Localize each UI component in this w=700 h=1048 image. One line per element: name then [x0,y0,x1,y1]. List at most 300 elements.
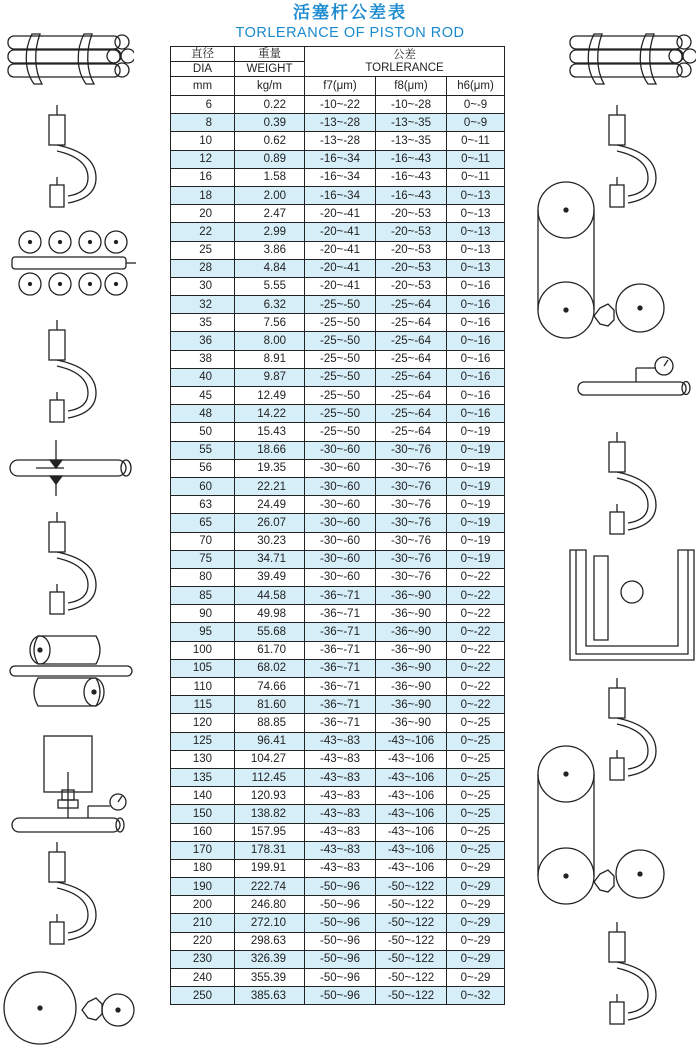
table-row [171,441,505,459]
f7-cell: -43~-83 [305,823,376,841]
f8-cell: -36~-90 [376,605,447,623]
dia-cell: 32 [171,296,235,314]
dia-cell: 140 [171,787,235,805]
f7-cell: -30~-60 [305,441,376,459]
bend-gauge-icon-left-3 [40,510,100,620]
f7-cell: -30~-60 [305,532,376,550]
table-row [171,568,505,586]
page-title-en: TORLERANCE OF PISTON ROD [235,25,465,41]
weight-cell: 3.86 [235,241,305,259]
h6-cell: 0~-13 [447,241,505,259]
f8-cell: -25~-64 [376,314,447,332]
table-row [171,368,505,386]
f7-cell: -20~-41 [305,259,376,277]
f7-cell: -30~-60 [305,550,376,568]
weight-cell: 74.66 [235,678,305,696]
weight-cell: 298.63 [235,932,305,950]
f7-cell: -30~-60 [305,514,376,532]
dia-cell: 220 [171,932,235,950]
table-row [171,750,505,768]
f8-cell: -16~-43 [376,150,447,168]
f8-cell: -43~-106 [376,787,447,805]
f7-cell: -43~-83 [305,750,376,768]
table-row [171,587,505,605]
bend-gauge-icon-left-1 [40,103,100,213]
dia-cell: 135 [171,768,235,786]
f8-cell: -16~-43 [376,168,447,186]
f8-cell: -50~-122 [376,878,447,896]
h6-cell: 0~-25 [447,768,505,786]
h6-cell: 0~-16 [447,332,505,350]
h6-cell: 0~-13 [447,259,505,277]
weight-cell: 326.39 [235,950,305,968]
table-row [171,277,505,295]
dia-cell: 50 [171,423,235,441]
f8-cell: -43~-106 [376,805,447,823]
table-row [171,623,505,641]
weight-cell: 55.68 [235,623,305,641]
f8-cell: -20~-53 [376,241,447,259]
header-tol-en: TORLERANCE [365,61,444,74]
weight-cell: 39.49 [235,568,305,586]
dia-cell: 55 [171,441,235,459]
header-dia-cn: 直径 [171,47,235,62]
f8-cell: -36~-90 [376,714,447,732]
table-row [171,387,505,405]
h6-cell: 0~-25 [447,750,505,768]
f8-cell: -43~-106 [376,841,447,859]
dia-cell: 70 [171,532,235,550]
f8-cell: -13~-35 [376,114,447,132]
f7-cell: -50~-96 [305,914,376,932]
weight-cell: 2.99 [235,223,305,241]
f7-cell: -13~-28 [305,114,376,132]
h6-cell: 0~-19 [447,441,505,459]
dia-cell: 48 [171,405,235,423]
h6-cell: 0~-16 [447,387,505,405]
table-row [171,205,505,223]
f7-cell: -43~-83 [305,787,376,805]
h6-cell: 0~-22 [447,641,505,659]
dia-cell: 22 [171,223,235,241]
h6-cell: 0~-29 [447,896,505,914]
dia-cell: 105 [171,659,235,677]
f8-cell: -43~-106 [376,823,447,841]
table-row [171,641,505,659]
dia-cell: 190 [171,878,235,896]
f8-cell: -50~-122 [376,896,447,914]
dia-cell: 240 [171,969,235,987]
table-row [171,296,505,314]
table-row [171,878,505,896]
weight-cell: 49.98 [235,605,305,623]
weight-cell: 385.63 [235,987,305,1005]
dia-cell: 63 [171,496,235,514]
dia-cell: 85 [171,587,235,605]
h6-cell: 0~-16 [447,368,505,386]
f8-cell: -43~-106 [376,768,447,786]
dia-cell: 210 [171,914,235,932]
weight-cell: 112.45 [235,768,305,786]
weight-cell: 157.95 [235,823,305,841]
f8-cell: -30~-76 [376,477,447,495]
bend-gauge-icon-left-4 [40,840,100,950]
dia-cell: 36 [171,332,235,350]
header-weight-unit: kg/m [235,77,305,96]
dia-cell: 10 [171,132,235,150]
weight-cell: 22.21 [235,477,305,495]
bend-gauge-icon-left-2 [40,318,100,428]
dia-cell: 30 [171,277,235,295]
f7-cell: -20~-41 [305,205,376,223]
cutting-tool-icon-left [6,438,136,498]
table-row [171,332,505,350]
table-row [171,659,505,677]
f7-cell: -50~-96 [305,969,376,987]
weight-cell: 246.80 [235,896,305,914]
table-row [171,477,505,495]
f8-cell: -50~-122 [376,932,447,950]
table-row [171,350,505,368]
f8-cell: -36~-90 [376,659,447,677]
f7-cell: -36~-71 [305,696,376,714]
table-row [171,768,505,786]
f7-cell: -43~-83 [305,805,376,823]
f8-cell: -36~-90 [376,641,447,659]
table-row [171,150,505,168]
f7-cell: -50~-96 [305,950,376,968]
dia-cell: 28 [171,259,235,277]
f8-cell: -50~-122 [376,950,447,968]
f7-cell: -30~-60 [305,459,376,477]
table-row [171,714,505,732]
f8-cell: -50~-122 [376,914,447,932]
table-row [171,223,505,241]
table-row [171,241,505,259]
h6-cell: 0~-22 [447,678,505,696]
table-row [171,859,505,877]
header-h6: h6(μm) [447,77,505,96]
weight-cell: 88.85 [235,714,305,732]
h6-cell: 0~-22 [447,568,505,586]
dia-cell: 16 [171,168,235,186]
header-row-1 [171,47,505,62]
table-row [171,96,505,114]
f7-cell: -30~-60 [305,496,376,514]
f8-cell: -25~-64 [376,350,447,368]
h6-cell: 0~-25 [447,823,505,841]
f7-cell: -16~-34 [305,150,376,168]
h6-cell: 0~-19 [447,550,505,568]
h6-cell: 0~-19 [447,477,505,495]
h6-cell: 0~-19 [447,459,505,477]
header-tol-cn: 公差 [393,48,417,61]
dial-gauge-inspection-icon-left [8,732,138,840]
h6-cell: 0~-16 [447,405,505,423]
table-row [171,987,505,1005]
h6-cell: 0~-9 [447,114,505,132]
weight-cell: 12.49 [235,387,305,405]
f8-cell: -30~-76 [376,514,447,532]
f7-cell: -25~-50 [305,368,376,386]
h6-cell: 0~-25 [447,732,505,750]
h6-cell: 0~-29 [447,969,505,987]
header-weight-en: WEIGHT [235,62,305,77]
tolerance-table-wrap [170,46,504,1005]
f7-cell: -50~-96 [305,932,376,950]
weight-cell: 5.55 [235,277,305,295]
f8-cell: -36~-90 [376,678,447,696]
dia-cell: 120 [171,714,235,732]
weight-cell: 68.02 [235,659,305,677]
f8-cell: -30~-76 [376,496,447,514]
f7-cell: -36~-71 [305,641,376,659]
f7-cell: -25~-50 [305,350,376,368]
dia-cell: 8 [171,114,235,132]
f8-cell: -13~-35 [376,132,447,150]
h6-cell: 0~-13 [447,223,505,241]
weight-cell: 34.71 [235,550,305,568]
tolerance-table-body [171,96,505,1005]
dia-cell: 200 [171,896,235,914]
header-weight-cn: 重量 [235,47,305,62]
h6-cell: 0~-19 [447,423,505,441]
h6-cell: 0~-19 [447,514,505,532]
f8-cell: -25~-64 [376,296,447,314]
weight-cell: 0.39 [235,114,305,132]
weight-cell: 8.00 [235,332,305,350]
dia-cell: 40 [171,368,235,386]
table-row [171,969,505,987]
weight-cell: 24.49 [235,496,305,514]
weight-cell: 19.35 [235,459,305,477]
table-row [171,186,505,204]
weight-cell: 0.22 [235,96,305,114]
weight-cell: 8.91 [235,350,305,368]
dia-cell: 65 [171,514,235,532]
dia-cell: 12 [171,150,235,168]
weight-cell: 222.74 [235,878,305,896]
f7-cell: -36~-71 [305,678,376,696]
f7-cell: -25~-50 [305,314,376,332]
h6-cell: 0~-13 [447,186,505,204]
h6-cell: 0~-9 [447,96,505,114]
f8-cell: -50~-122 [376,969,447,987]
f8-cell: -30~-76 [376,441,447,459]
rod-bundle-illustration-left [4,30,134,88]
header-f7: f7(μm) [305,77,376,96]
weight-cell: 81.60 [235,696,305,714]
f7-cell: -43~-83 [305,859,376,877]
weight-cell: 104.27 [235,750,305,768]
h6-cell: 0~-25 [447,787,505,805]
h6-cell: 0~-16 [447,296,505,314]
f8-cell: -43~-106 [376,859,447,877]
tolerance-table [170,46,505,1005]
f7-cell: -30~-60 [305,568,376,586]
weight-cell: 2.00 [235,186,305,204]
table-row [171,787,505,805]
dia-cell: 95 [171,623,235,641]
weight-cell: 0.62 [235,132,305,150]
table-row [171,550,505,568]
dia-cell: 110 [171,678,235,696]
weight-cell: 7.56 [235,314,305,332]
f7-cell: -36~-71 [305,587,376,605]
table-row [171,314,505,332]
f8-cell: -25~-64 [376,387,447,405]
weight-cell: 61.70 [235,641,305,659]
h6-cell: 0~-29 [447,878,505,896]
dia-cell: 35 [171,314,235,332]
weight-cell: 199.91 [235,859,305,877]
table-row [171,896,505,914]
f8-cell: -10~-28 [376,96,447,114]
h6-cell: 0~-29 [447,950,505,968]
table-row [171,678,505,696]
polishing-wheels-icon-left [2,968,142,1046]
f7-cell: -50~-96 [305,878,376,896]
dia-cell: 125 [171,732,235,750]
bend-gauge-icon-right-4 [600,920,660,1032]
f7-cell: -13~-28 [305,132,376,150]
header-row-3 [171,77,505,96]
table-row [171,496,505,514]
table-row [171,514,505,532]
h6-cell: 0~-25 [447,841,505,859]
dia-cell: 38 [171,350,235,368]
dia-cell: 150 [171,805,235,823]
page-title-cn: 活塞杆公差表 [293,3,407,23]
table-row [171,932,505,950]
f8-cell: -30~-76 [376,459,447,477]
bend-gauge-icon-right-2 [600,430,660,540]
f8-cell: -43~-106 [376,732,447,750]
f8-cell: -20~-53 [376,259,447,277]
weight-cell: 4.84 [235,259,305,277]
f7-cell: -16~-34 [305,168,376,186]
f8-cell: -20~-53 [376,277,447,295]
dia-cell: 20 [171,205,235,223]
grinding-rollers-icon-left [6,632,136,712]
f7-cell: -43~-83 [305,841,376,859]
table-row [171,168,505,186]
h6-cell: 0~-25 [447,714,505,732]
f8-cell: -50~-122 [376,987,447,1005]
weight-cell: 138.82 [235,805,305,823]
f7-cell: -36~-71 [305,605,376,623]
weight-cell: 30.23 [235,532,305,550]
belt-grinder-icon-right-1 [536,176,696,346]
table-row [171,132,505,150]
f7-cell: -43~-83 [305,732,376,750]
weight-cell: 44.58 [235,587,305,605]
h6-cell: 0~-11 [447,132,505,150]
dial-gauge-icon-right [574,354,698,400]
header-dia-en: DIA [171,62,235,77]
h6-cell: 0~-22 [447,659,505,677]
f7-cell: -20~-41 [305,223,376,241]
f7-cell: -25~-50 [305,296,376,314]
dia-cell: 115 [171,696,235,714]
f8-cell: -16~-43 [376,186,447,204]
h6-cell: 0~-16 [447,314,505,332]
dia-cell: 130 [171,750,235,768]
dia-cell: 230 [171,950,235,968]
h6-cell: 0~-11 [447,150,505,168]
h6-cell: 0~-32 [447,987,505,1005]
tank-cross-section-icon-right [568,548,696,662]
f8-cell: -30~-76 [376,532,447,550]
f8-cell: -43~-106 [376,750,447,768]
dia-cell: 90 [171,605,235,623]
header-f8: f8(μm) [376,77,447,96]
f8-cell: -20~-53 [376,223,447,241]
h6-cell: 0~-16 [447,277,505,295]
table-row [171,696,505,714]
h6-cell: 0~-29 [447,859,505,877]
weight-cell: 15.43 [235,423,305,441]
f8-cell: -25~-64 [376,405,447,423]
f7-cell: -20~-41 [305,241,376,259]
f8-cell: -25~-64 [376,423,447,441]
dia-cell: 45 [171,387,235,405]
h6-cell: 0~-16 [447,350,505,368]
weight-cell: 9.87 [235,368,305,386]
h6-cell: 0~-29 [447,932,505,950]
f8-cell: -30~-76 [376,550,447,568]
dia-cell: 56 [171,459,235,477]
dia-cell: 250 [171,987,235,1005]
f7-cell: -25~-50 [305,387,376,405]
f8-cell: -20~-53 [376,205,447,223]
table-row [171,805,505,823]
f7-cell: -36~-71 [305,623,376,641]
f7-cell: -50~-96 [305,987,376,1005]
h6-cell: 0~-22 [447,623,505,641]
weight-cell: 18.66 [235,441,305,459]
dia-cell: 80 [171,568,235,586]
h6-cell: 0~-22 [447,587,505,605]
weight-cell: 1.58 [235,168,305,186]
h6-cell: 0~-29 [447,914,505,932]
weight-cell: 6.32 [235,296,305,314]
table-row [171,732,505,750]
f8-cell: -25~-64 [376,368,447,386]
h6-cell: 0~-19 [447,532,505,550]
f8-cell: -25~-64 [376,332,447,350]
f7-cell: -30~-60 [305,477,376,495]
f7-cell: -36~-71 [305,714,376,732]
table-row [171,114,505,132]
table-row [171,605,505,623]
dia-cell: 6 [171,96,235,114]
table-row [171,259,505,277]
weight-cell: 0.89 [235,150,305,168]
f8-cell: -36~-90 [376,587,447,605]
table-row [171,423,505,441]
rod-bundle-illustration-right [566,30,696,88]
table-row [171,459,505,477]
h6-cell: 0~-11 [447,168,505,186]
belt-grinder-icon-right-2 [536,740,696,912]
dia-cell: 25 [171,241,235,259]
f7-cell: -36~-71 [305,659,376,677]
table-row [171,823,505,841]
weight-cell: 2.47 [235,205,305,223]
weight-cell: 272.10 [235,914,305,932]
f8-cell: -36~-90 [376,696,447,714]
